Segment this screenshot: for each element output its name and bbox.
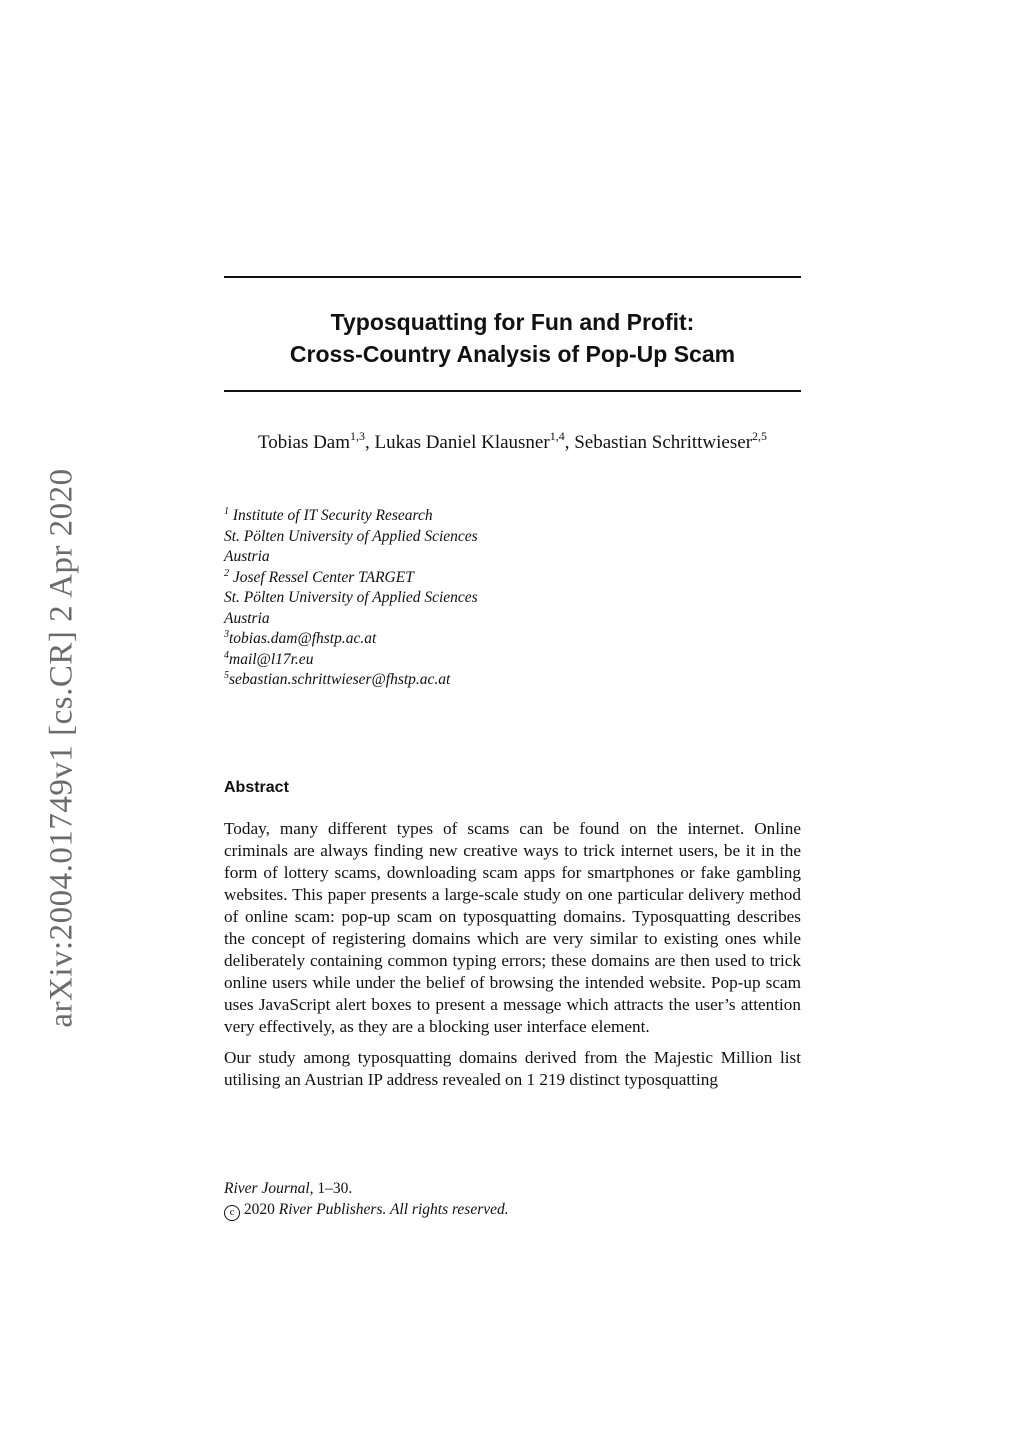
title-rule-top	[224, 276, 801, 278]
author-affiliation-marker: 1,4	[549, 429, 565, 443]
affiliation-marker: 3	[224, 629, 229, 640]
affiliation-line	[224, 588, 801, 609]
email-line	[224, 650, 801, 671]
abstract-heading: Abstract	[224, 779, 289, 796]
author-separator: ,	[365, 432, 375, 453]
author-separator: ,	[564, 432, 575, 453]
affiliation-text: Austria	[224, 548, 270, 565]
affiliation-line	[224, 568, 801, 589]
author-email[interactable]: tobias.dam@fhstp.ac.at	[229, 630, 377, 647]
arxiv-side-stamp: arXiv:2004.01749v1 [cs.CR] 2 Apr 2020	[43, 468, 80, 1028]
title-line-1: Typosquatting for Fun and Profit:	[330, 309, 695, 335]
author-affiliation-marker: 1,3	[350, 429, 366, 443]
author-name: Tobias Dam	[257, 432, 351, 453]
journal-pages: 1–30.	[313, 1180, 353, 1197]
affiliation-line	[224, 547, 801, 568]
author-name: Lukas Daniel Klausner	[374, 432, 550, 453]
abstract-body	[224, 818, 801, 1100]
copyright-year: 2020	[240, 1201, 279, 1218]
affiliation-marker: 2	[224, 567, 229, 579]
copyright-line	[224, 1199, 801, 1221]
affiliation-list	[224, 506, 801, 691]
affiliation-line	[224, 506, 801, 527]
journal-footer	[224, 1178, 801, 1221]
journal-citation	[224, 1178, 801, 1199]
affiliation-text: Austria	[224, 609, 270, 627]
affiliation-text: St. Pölten University of Applied Sciences	[224, 589, 478, 606]
affiliation-line	[224, 609, 801, 630]
author-email[interactable]: mail@l17r.eu	[229, 650, 314, 668]
email-line	[224, 670, 801, 691]
paper-title	[224, 306, 801, 370]
abstract-paragraph-1: Today, many different types of scams can be found on the internet. Online criminals are always finding new creative ways to trick internet users, be it in the form of lottery scams, downloading scam apps for smartphones or fake gambling websites. This paper presents a large-scale study on one particular delivery method of online scam: pop-up scam on typosquatting domains. Typosquatting describes the concept of registering domains which are very similar to existing ones while deliberately containing common typing errors; these domains are then used to trick online users while under the belief of browsing the intended website. Pop-up scam uses JavaScript alert boxes to present a message which attracts the user’s attention very effectively, as they are a blocking user interface element.	[224, 819, 801, 1036]
title-rule-bottom	[224, 390, 801, 392]
author-name: Sebastian Schrittwieser	[574, 432, 753, 453]
author-list	[224, 430, 801, 456]
copyright-icon: c	[224, 1205, 240, 1221]
journal-name: River Journal,	[224, 1180, 314, 1197]
abstract-paragraph-2: Our study among typosquatting domains derived from the Majestic Million list utilising an Austrian IP address revealed on 1 219 distinct typosquatting	[224, 1048, 801, 1089]
title-line-2: Cross-Country Analysis of Pop-Up Scam	[289, 341, 736, 367]
affiliation-marker: 4	[224, 649, 229, 661]
affiliation-marker: 1	[224, 506, 229, 517]
affiliation-text: Josef Ressel Center TARGET	[229, 568, 414, 586]
author-email[interactable]: sebastian.schrittwieser@fhstp.ac.at	[229, 671, 451, 688]
author-affiliation-marker: 2,5	[752, 429, 768, 443]
copyright-rights: River Publishers. All rights reserved.	[278, 1201, 509, 1218]
email-line	[224, 629, 801, 650]
affiliation-text: Institute of IT Security Research	[229, 507, 433, 524]
affiliation-text: St. Pölten University of Applied Sciences	[224, 527, 478, 545]
affiliation-marker: 5	[224, 670, 229, 681]
affiliation-line	[224, 527, 801, 548]
